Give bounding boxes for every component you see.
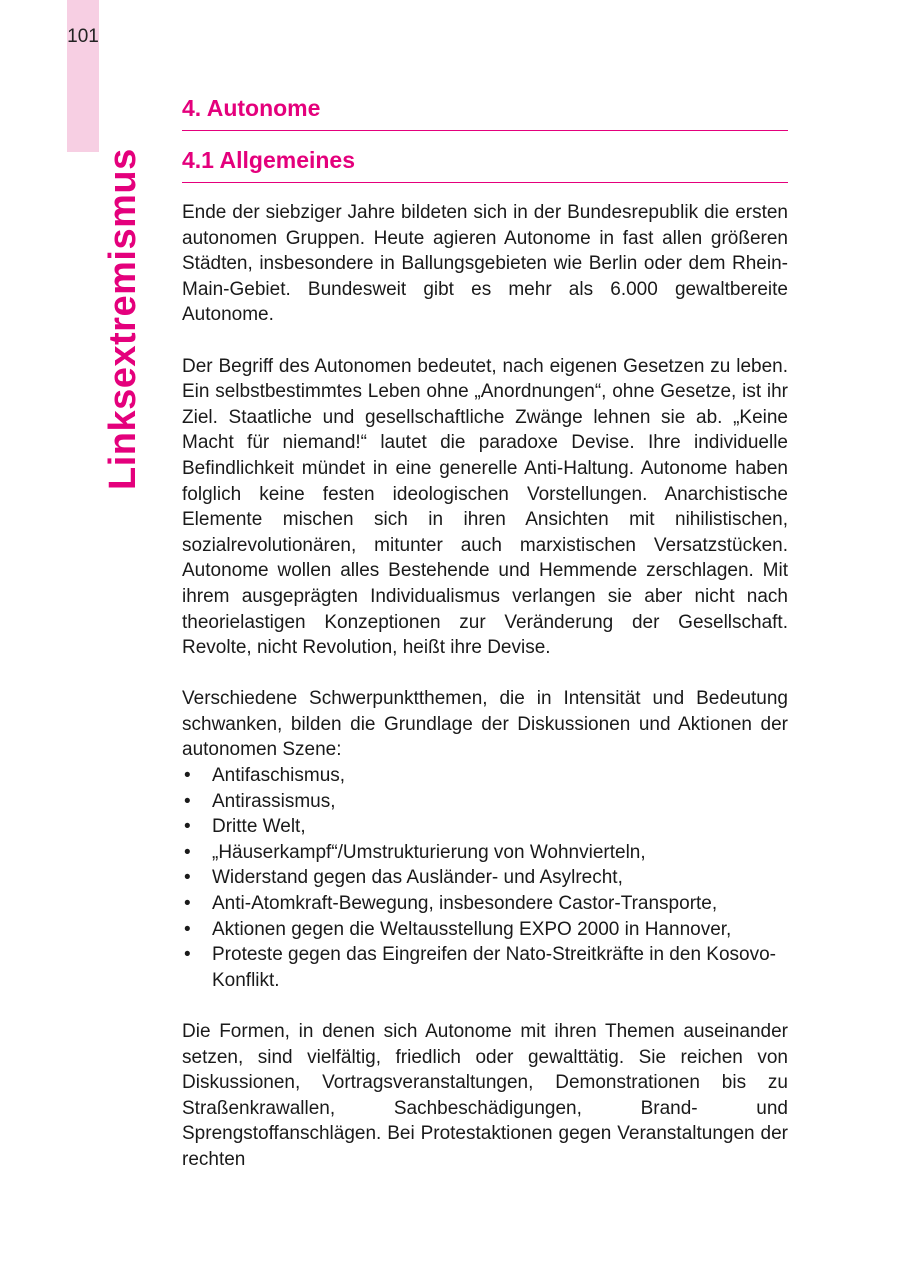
paragraph-definition: Der Begriff des Autonomen bedeutet, nach eigenen Gesetzen zu leben. Ein selbstbestimmtes Leben ohne „Anordnungen“, ohne Gesetze, ist ihr Ziel. Staatliche und gesellschaftliche Zwänge lehnen sie ab. „Keine Macht für niemand!“ lautet die paradoxe Devise. Ihre individuelle Befindlichkeit mündet in eine generelle Anti-Haltung. Autonome haben folglich keine festen ideologischen Vorstellungen. Anarchistische Elemente mischen sich in ihren Ansichten mit nihilistischen, sozialrevolutionären, mitunter auch marxistischen Versatzstücken. Autonome wollen alles Bestehende und Hemmende zerschlagen. Mit ihrem ausgeprägten Individualismus verlangen sie aber nicht nach theorielastigen Konzeptionen zur Veränderung der Gesellschaft. Revolte, nicht Revolution, heißt ihre Devise. (182, 355, 788, 659)
body-text (182, 200, 788, 1198)
section-side-label: Linksextremismus (102, 148, 144, 490)
list-item: • Dritte Welt, (182, 814, 788, 840)
bullet-icon: • (184, 790, 191, 812)
list-item: • Aktionen gegen die Weltausstellung EXPO 2000 in Hannover, (182, 917, 788, 943)
paragraph-forms: Die Formen, in denen sich Autonome mit ihren Themen auseinander setzen, sind vielfältig, friedlich oder gewalttätig. Sie reichen von Diskussionen, Vortragsveranstaltungen, Demonstrationen bis zu Straßenkrawallen, Sachbeschädigungen, Brand- und Sprengstoffanschlägen. Bei Protestaktionen gegen Veranstaltungen der rechten (182, 1021, 788, 1170)
margin-color-band (67, 0, 99, 152)
paragraph-topics-intro: Verschiedene Schwerpunktthemen, die in Intensität und Bedeutung schwanken, bilden die Grundlage der Diskussionen und Aktionen der autonomen Szene: (182, 688, 788, 761)
bullet-icon: • (184, 841, 191, 863)
list-item: • Widerstand gegen das Ausländer- und Asylrecht, (182, 865, 788, 891)
list-item: • Antirassismus, (182, 789, 788, 815)
list-item: • „Häuserkampf“/Umstrukturierung von Wohnvierteln, (182, 840, 788, 866)
bullet-icon: • (184, 765, 191, 787)
paragraph-intro: Ende der siebziger Jahre bildeten sich in der Bundesrepublik die ersten autonomen Gruppen. Heute agieren Autonome in fast allen größeren Städten, insbesondere in Ballungsgebieten wie Berlin oder dem Rhein-Main-Gebiet. Bundesweit gibt es mehr als 6.000 gewaltbereite Autonome. (182, 202, 788, 326)
page-number: 101 (67, 26, 99, 47)
list-item: • Antifaschismus, (182, 763, 788, 789)
bullet-icon: • (184, 816, 191, 838)
bullet-icon: • (184, 893, 191, 915)
bullet-icon: • (184, 867, 191, 889)
bullet-icon: • (184, 918, 191, 940)
chapter-heading: 4. Autonome (182, 94, 788, 131)
section-heading: 4.1 Allgemeines (182, 146, 788, 183)
list-item: • Anti-Atomkraft-Bewegung, insbesondere Castor-Transporte, (182, 891, 788, 917)
list-item: • Proteste gegen das Eingreifen der Nato-Streitkräfte in den Kosovo-Konflikt. (184, 944, 776, 991)
bullet-icon: • (184, 944, 191, 966)
topics-block (182, 686, 788, 993)
topic-list (182, 763, 788, 993)
